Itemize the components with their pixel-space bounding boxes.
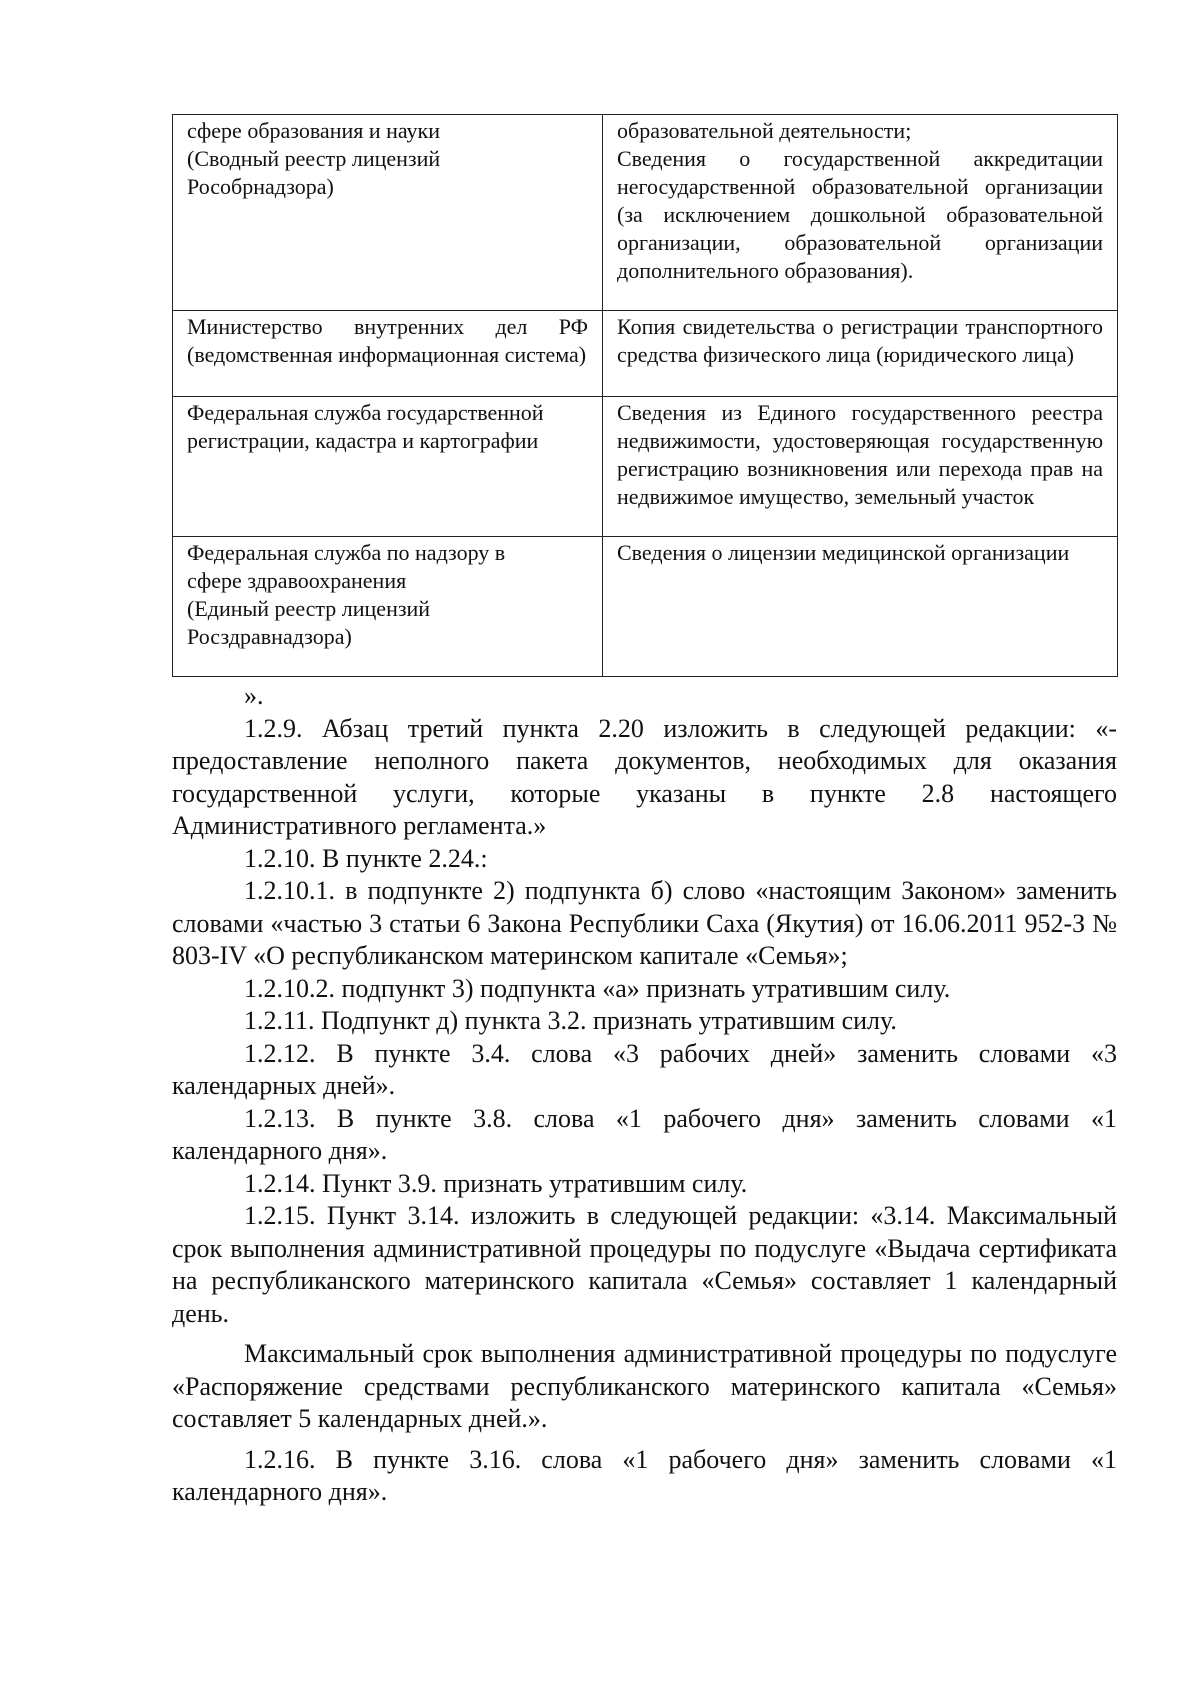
table-cell-document: [603, 397, 1118, 537]
paragraph-1-2-10: 1.2.10. В пункте 2.24.:: [244, 843, 488, 873]
table-cell-document: [603, 311, 1118, 397]
cell-text: сфере образования и науки (Сводный реестр лицензий Рособрнадзора): [187, 118, 441, 199]
cell-text: Сведения о лицензии медицинской организации: [617, 540, 1070, 565]
table-cell-authority: [173, 311, 603, 397]
table-row: [173, 397, 1118, 537]
paragraph-1-2-12: 1.2.12. В пункте 3.4. слова «3 рабочих дней» заменить словами «3 календарных дней».: [172, 1038, 1117, 1100]
table-row: [173, 311, 1118, 397]
cell-text: Копия свидетельства о регистрации транспортного средства физического лица (юридического лица): [617, 314, 1103, 367]
paragraph-1-2-13: 1.2.13. В пункте 3.8. слова «1 рабочего дня» заменить словами «1 календарного дня».: [172, 1103, 1117, 1165]
table-cell-document: [603, 537, 1118, 677]
cell-text: Федеральная служба государственной регистрации, кадастра и картографии: [187, 400, 544, 453]
cell-text: Министерство внутренних дел РФ (ведомственная информационная система): [187, 314, 588, 367]
table-cell-authority: [173, 537, 603, 677]
cell-text: Федеральная служба по надзору в сфере здравоохранения (Единый реестр лицензий Росздравнадзора): [187, 540, 506, 649]
cell-text: образовательной деятельности; Сведения о государственной аккредитации негосударственной образовательной организации (за исключением дошкольной образовательной организации, образовательной организации дополнительного образования).: [617, 118, 1103, 283]
paragraph-max-term: Максимальный срок выполнения административной процедуры по подуслуге «Распоряжение средствами республиканского материнского капитала «Семья» составляет 5 календарных дней.».: [172, 1339, 1117, 1433]
table-row: [173, 537, 1118, 677]
cell-text: Сведения из Единого государственного реестра недвижимости, удостоверяющая государственную регистрацию возникновения или перехода прав на недвижимое имущество, земельный участок: [617, 400, 1103, 509]
document-body: [172, 680, 1117, 1509]
paragraph-1-2-10-2: 1.2.10.2. подпункт 3) подпункта «а» признать утратившим силу.: [244, 973, 951, 1003]
table-cell-authority: [173, 397, 603, 537]
paragraph-1-2-14: 1.2.14. Пункт 3.9. признать утратившим силу.: [244, 1168, 748, 1198]
table-cell-document: [603, 115, 1118, 311]
paragraph-1-2-15: 1.2.15. Пункт 3.14. изложить в следующей редакции: «3.14. Максимальный срок выполнения административной процедуры по подуслуге «Выдача сертификата на республиканского материнского капитала «Семья» составляет 1 календарный день.: [172, 1201, 1117, 1328]
table-cell-authority: [173, 115, 603, 311]
paragraph-1-2-11: 1.2.11. Подпункт д) пункта 3.2. признать утратившим силу.: [244, 1006, 897, 1035]
table-row: [173, 115, 1118, 311]
information-sources-table: [172, 114, 1118, 677]
paragraph-1-2-9: 1.2.9. Абзац третий пункта 2.20 изложить в следующей редакции: «-предоставление неполного пакета документов, необходимых для оказания государственной услуги, которые указаны в пункте 2.8 настоящего Административного регламента.»: [172, 713, 1117, 840]
closing-quote: ».: [244, 681, 264, 710]
paragraph-1-2-10-1: 1.2.10.1. в подпункте 2) подпункта б) слово «настоящим Законом» заменить словами «частью 3 статьи 6 Закона Республики Саха (Якутия) от 16.06.2011 952-З № 803-IV «О республиканском материнском капитале «Семья»;: [172, 876, 1117, 970]
paragraph-1-2-16: 1.2.16. В пункте 3.16. слова «1 рабочего дня» заменить словами «1 календарного дня».: [172, 1444, 1117, 1506]
